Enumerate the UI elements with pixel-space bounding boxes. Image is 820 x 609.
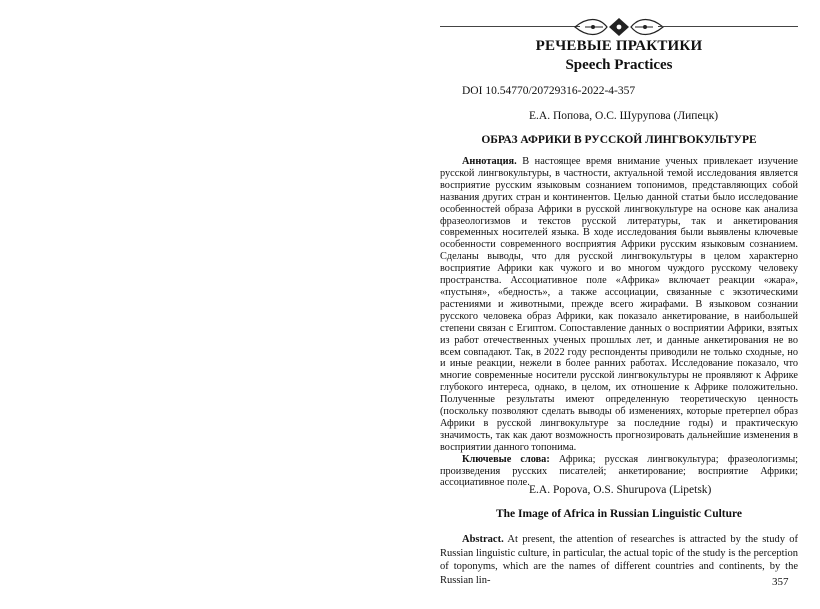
ornament-line-left	[440, 26, 580, 27]
ornament-line-right	[658, 26, 798, 27]
article-title-en: The Image of Africa in Russian Linguistic Culture	[495, 508, 743, 520]
keywords-ru-text: Африка; русская лингвокультура; фразеологизмы; произведения русских писателей; анкетирование; восприятие Африки; ассоциативное поле.	[440, 453, 798, 489]
abstract-ru	[440, 156, 798, 489]
section-title-ru: РЕЧЕВЫЕ ПРАКТИКИ	[535, 38, 703, 54]
doi: DOI 10.54770/20729316-2022-4-357	[462, 85, 636, 97]
authors-ru: Е.А. Попова, О.С. Шурупова (Липецк)	[529, 110, 719, 122]
abstract-en-label: Abstract.	[462, 534, 504, 545]
abstract-ru-text: В настоящее время внимание ученых привлекает изучение русской лингвокультуры, в частности, актуальной темой исследования является восприятие русским языковым сознанием топонимов, представляющих собой названия других стран и континентов. Целью данной статьи было исследование особенностей образа Африки в русской лингвокультуре на основе как анализа фразеологизмов и текстов русской литературы, так и анкетирования современных носителей языка. В ходе исследования были выявлены ключевые особенности современного восприятия Африки русским языковым сознанием. Сделаны выводы, что для русской лингвокультуры в целом характерно восприятие Африки как чужого и во многом чуждого русскому человеку пространства. Ассоциативное поле «Африка» включает реакции «жара», «пустыня», «бедность», а также ассоциации, связанные с экзотическими растениями и животными, прежде всего жирафами. В языковом сознании русского человека образ Африки, как показало анкетирование, в наибольшей степени связан с Египтом. Сопоставление данных о восприятии Африки, взятых из работ отечественных ученых прошлых лет, и данные анкетирования не во всем совпадают. Так, в 2022 году респонденты приводили не только сходные, но и иные реакции, нежели в более ранних работах. Исследование показало, что многие современные носители русской лингвокультуры не проявляют к Африке глубокого интереса, однако, в целом, их отношение к Африке положительно. Полученные результаты имеют определенную теоретическую ценность (поскольку позволяют сделать выводы об изменениях, которые претерпел образ Африки в русской лингвокультуре за последние годы) и практическую значимость, так как дают возможность прогнозировать дальнейшие изменения в восприятии данного топонима.	[440, 156, 799, 453]
section-title-en: Speech Practices	[565, 57, 673, 73]
abstract-en-paragraph	[440, 533, 798, 587]
keywords-ru-label: Ключевые слова:	[462, 453, 550, 465]
abstract-ru-label: Аннотация.	[462, 156, 517, 167]
abstract-ru-paragraph	[440, 156, 798, 454]
page-number: 357	[772, 576, 789, 588]
authors-en: E.A. Popova, O.S. Shurupova (Lipetsk)	[529, 484, 712, 496]
abstract-en-text: At present, the attention of researches is attracted by the study of Russian linguistic culture, in particular, the actual topic of the study is the perception of toponyms, which are the names of different countries and continents, by the Russian lin-	[440, 534, 799, 586]
article-title-ru: ОБРАЗ АФРИКИ В РУССКОЙ ЛИНГВОКУЛЬТУРЕ	[481, 134, 757, 146]
header-ornament	[440, 16, 798, 38]
ornament-flourish-icon	[573, 16, 665, 38]
abstract-en	[440, 533, 798, 587]
